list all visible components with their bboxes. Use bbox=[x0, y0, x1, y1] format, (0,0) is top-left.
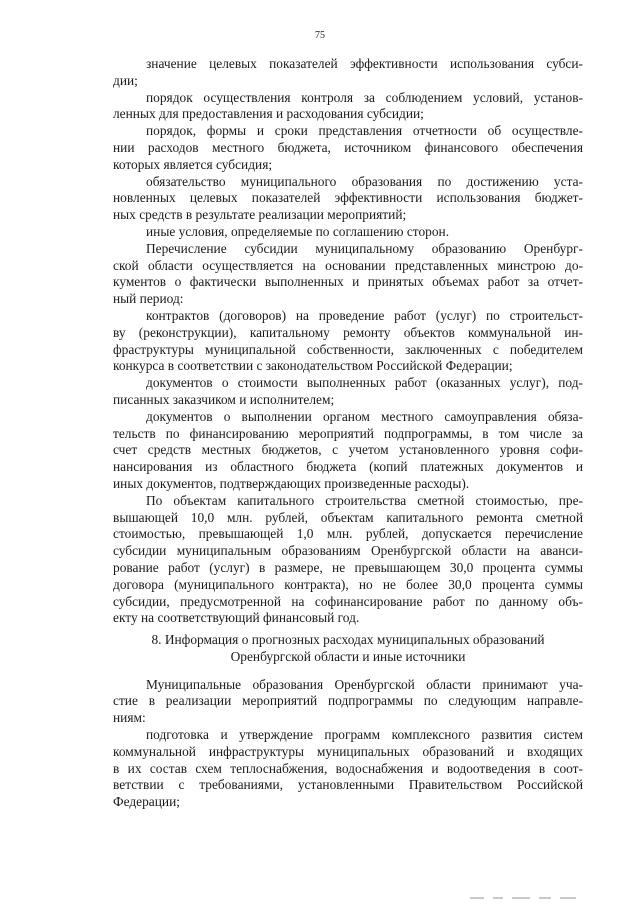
text-line: екту на соответствующий финансовый год. bbox=[113, 610, 360, 626]
text-line: договора (муниципального контракта), но не более 30,0 процента суммы bbox=[113, 576, 583, 592]
text-line: тельств по финансированию мероприятий подпрограммы, в том числе за bbox=[113, 425, 583, 441]
text-line: Федерации; bbox=[113, 794, 180, 810]
text-line: обязательство муниципального образования по достижению уста- bbox=[146, 173, 583, 189]
text-line: в их состав схем теплоснабжения, водоснабжения и водоотведения в соот- bbox=[113, 760, 583, 776]
page-number: 75 bbox=[315, 30, 325, 41]
text-line: дии; bbox=[113, 72, 138, 88]
text-line: иные условия, определяемые по соглашению сторон. bbox=[146, 223, 450, 239]
text-line: контрактов (договоров) на проведение работ (услуг) по строительст- bbox=[146, 307, 583, 323]
text-line: ниям: bbox=[113, 710, 146, 726]
text-line: значение целевых показателей эффективности использования субси- bbox=[146, 56, 583, 71]
text-line: ный период: bbox=[113, 291, 184, 307]
text-line: нии расходов местного бюджета, источником финансового обеспечения bbox=[113, 139, 583, 155]
text-line: Муниципальные образования Оренбургской области принимают уча- bbox=[146, 676, 583, 692]
scan-mark bbox=[512, 897, 530, 899]
text-line: конкурса в соответствии с законодательством Российской Федерации; bbox=[113, 358, 513, 374]
text-line: ветствии с требованиями, установленными Правительством Российской bbox=[113, 777, 583, 793]
scan-mark bbox=[493, 897, 503, 899]
text-line: порядок, формы и сроки представления отчетности об осуществле- bbox=[146, 123, 583, 139]
text-line: счет средств местных бюджетов, с учетом установленного уровня софи- bbox=[113, 442, 583, 458]
text-line: новленных целевых показателей эффективности использования бюджет- bbox=[113, 190, 583, 206]
text-line: Перечисление субсидии муниципальному образованию Оренбург- bbox=[146, 240, 583, 256]
text-line: По объектам капитального строительства сметной стоимостью, пре- bbox=[146, 492, 583, 508]
section-heading-line: 8. Информация о прогнозных расходах муниципальных образований bbox=[151, 632, 545, 648]
scan-mark bbox=[539, 897, 551, 899]
text-line: ных средств в результате реализации мероприятий; bbox=[113, 207, 407, 223]
text-line: ленных для предоставления и расходования субсидии; bbox=[113, 106, 424, 122]
text-line: рование работ (услуг) в размере, не превышающем 30,0 процента суммы bbox=[113, 559, 583, 575]
text-line: иных документов, подтверждающих произведенные расходы). bbox=[113, 475, 470, 491]
text-line: документов о стоимости выполненных работ (оказанных услуг), под- bbox=[146, 375, 583, 391]
section-heading-line: Оренбургской области и иные источники bbox=[230, 648, 466, 664]
text-line: стие в реализации мероприятий подпрограммы по следующим направле- bbox=[113, 693, 583, 709]
section-heading bbox=[113, 632, 583, 666]
text-line: нансирования из областного бюджета (копий платежных документов и bbox=[113, 459, 583, 475]
text-line: фраструктуры муниципальной собственности, заключенных с победителем bbox=[113, 341, 583, 357]
text-line: вышающей 10,0 млн. рублей, объектам капитального ремонта сметной bbox=[113, 509, 583, 525]
text-line: документов о выполнении органом местного самоуправления обяза- bbox=[146, 408, 583, 424]
scan-mark bbox=[470, 897, 484, 899]
scan-edge-marks bbox=[470, 897, 590, 900]
text-line: которых является субсидия; bbox=[113, 156, 273, 172]
text-line: субсидии, предусмотренной на софинансирование работ по данному объ- bbox=[113, 593, 583, 609]
text-line: подготовка и утверждение программ комплексного развития систем bbox=[146, 727, 583, 743]
text-line: коммунальной инфраструктуры муниципальных образований и входящих bbox=[113, 743, 583, 759]
document-body bbox=[113, 56, 583, 811]
text-line: порядок осуществления контроля за соблюдением условий, установ- bbox=[146, 89, 583, 105]
text-line: писанных заказчиком и исполнителем; bbox=[113, 391, 335, 407]
text-line: ву (реконструкции), капитальному ремонту объектов коммунальной ин- bbox=[113, 324, 583, 340]
text-line: субсидии муниципальным образованиям Оренбургской области на аванси- bbox=[113, 543, 583, 559]
scan-mark bbox=[560, 897, 576, 899]
text-line: кументов о фактически выполненных и принятых объемах работ за отчет- bbox=[113, 274, 583, 290]
text-line: ской области осуществляется на основании представленных минстрою до- bbox=[113, 257, 583, 273]
text-line: стоимостью, превышающей 1,0 млн. рублей, допускается перечисление bbox=[113, 526, 583, 542]
